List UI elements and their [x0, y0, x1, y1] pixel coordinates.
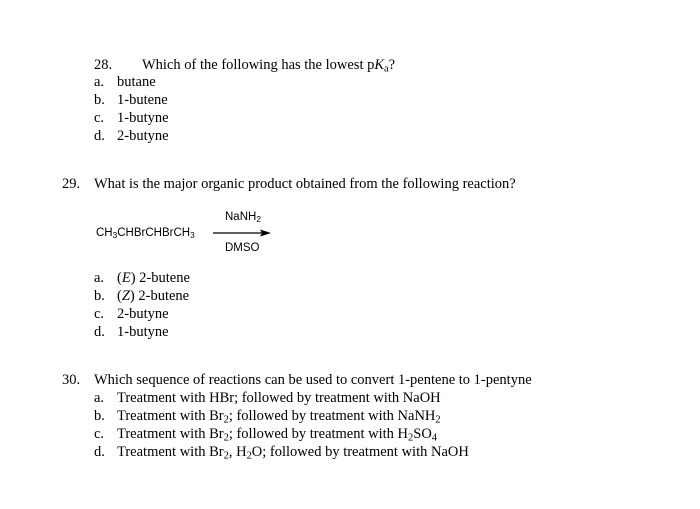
option-text: 2-butyne	[117, 306, 169, 322]
reactant-formula: $CH_3CHBrCHBrCH_3$	[96, 227, 195, 241]
option-text: 1-butyne	[117, 110, 169, 126]
question-text: Which sequence of reactions can be used to convert 1-pentene to 1-pentyne	[94, 372, 532, 388]
option-letter: c.	[94, 426, 105, 442]
option-letter: d.	[94, 128, 105, 144]
option-text: 1-butyne	[117, 324, 169, 340]
option-text: butane	[117, 74, 156, 90]
option-letter: c.	[94, 306, 105, 322]
option-letter: a.	[94, 390, 105, 406]
option-letter: a.	[94, 270, 105, 286]
option-letter: d.	[94, 324, 105, 340]
question-number: 30.	[62, 372, 81, 388]
option-text: Treatment with $Br_2$; followed by treatment with $H_2SO_4$	[117, 426, 438, 444]
reaction-arrow-icon	[213, 228, 271, 238]
option-letter: b.	[94, 92, 105, 108]
reagent-bottom: DMSO	[225, 242, 260, 254]
option-text: Treatment with $Br_2$; followed by treatment with NaNH$_2$	[117, 408, 441, 426]
option-letter: b.	[94, 288, 105, 304]
reagent-top: NaNH$_2$	[225, 211, 261, 225]
question-text: Which of the following has the lowest $pK_a$?	[142, 57, 396, 75]
option-text: (Z) 2-butene	[117, 288, 190, 304]
option-text: Treatment with HBr; followed by treatment with NaOH	[117, 390, 441, 406]
option-letter: d.	[94, 444, 105, 460]
option-text: 1-butene	[117, 92, 168, 108]
option-text: (E) 2-butene	[117, 270, 190, 286]
question-number: 28.	[94, 57, 113, 73]
option-letter: b.	[94, 408, 105, 424]
option-letter: a.	[94, 74, 105, 90]
option-text: 2-butyne	[117, 128, 169, 144]
question-text: What is the major organic product obtained from the following reaction?	[94, 176, 516, 192]
option-letter: c.	[94, 110, 105, 126]
question-number: 29.	[62, 176, 81, 192]
option-text: Treatment with $Br_2$, $H_2O$; followed by treatment with NaOH	[117, 444, 469, 462]
